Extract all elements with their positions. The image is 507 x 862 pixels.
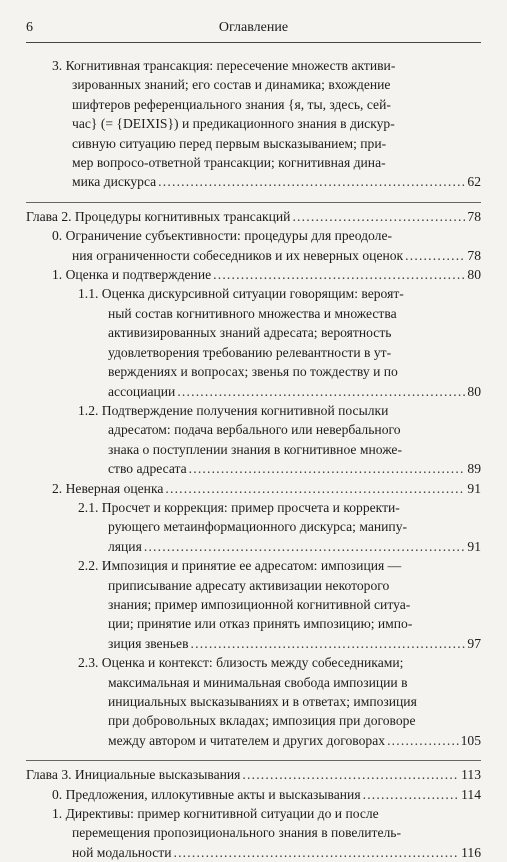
toc-entry-text: зиция звеньев [108,635,189,651]
toc-page-number: 80 [467,267,481,283]
dot-leader [363,785,460,804]
toc-entry-line: перемещения пропозиционального знания в повелитель- [72,825,402,841]
toc-entry-leader-line [78,731,481,750]
toc-page-number: 78 [467,247,481,263]
dot-leader [191,634,466,653]
toc-entry-text: ния ограниченности собеседников и их неверных оценок [72,247,404,263]
dot-leader [387,731,459,750]
dot-leader [165,479,465,498]
toc-entry[interactable] [26,479,481,498]
dot-leader [242,765,459,784]
running-title: Оглавление [218,20,289,35]
toc-entry-line: при добровольных вкладах; импозиция при договоре [108,713,416,729]
toc-entry[interactable] [26,653,481,750]
toc-entry[interactable] [26,804,481,862]
toc-entry-text: мика дискурса [72,174,157,190]
toc-entry-line: верждениях и вопросах; звенья по тождеству и по [108,364,398,380]
toc-entry-leader-line [52,265,481,284]
toc-page-number: 89 [467,461,481,477]
toc-entry-line: активизированных знаний адресата; вероятность [108,325,392,341]
toc-chapter-entry[interactable] [26,207,481,226]
toc-entry-line: рующего метаинформационного дискурса; манипу- [108,519,408,535]
dot-leader [292,207,465,226]
page-number: 6 [26,20,33,35]
toc-entry[interactable] [26,265,481,284]
toc-entry-line: 1. Директивы: пример когнитивной ситуации до и после [52,806,379,822]
table-of-contents [26,56,481,862]
toc-entry-leader-line [26,765,481,784]
toc-entry-text: Глава 3. Инициальные высказывания [26,767,241,783]
toc-entry-text: Глава 2. Процедуры когнитивных трансакций [26,208,291,224]
toc-entry-leader-line [52,246,481,265]
toc-entry-line: знания; пример импозиционной когнитивной ситуа- [108,596,411,612]
toc-page-number: 91 [467,480,481,496]
toc-entry[interactable] [26,226,481,265]
toc-entry-line: 2.2. Импозиция и принятие ее адресатом: импозиция — [78,558,402,574]
chapter-gap [26,192,481,202]
toc-entry-text: 1. Оценка и подтверждение [52,267,212,283]
dot-leader [177,382,465,401]
toc-entry-text: 2. Неверная оценка [52,480,164,496]
toc-page-number: 91 [467,538,481,554]
toc-entry-leader-line [78,382,481,401]
toc-entry-line: 2.3. Оценка и контекст: близость между собеседниками; [78,655,404,671]
running-header [26,20,481,43]
toc-entry-line: сивную ситуацию перед первым высказыванием; при- [72,135,387,151]
dot-leader [173,843,459,862]
dot-leader [189,459,466,478]
toc-entry-line: ции; принятие или отказ принять импозицию; импо- [108,616,413,632]
toc-entry-text: ство адресата [108,461,187,477]
toc-entry-leader-line [26,207,481,226]
dot-leader [158,172,465,191]
toc-entry-line: 0. Ограничение субъективности: процедуры для преодоле- [52,228,393,244]
toc-entry-line: удовлетворения требованию релевантности в ут- [108,344,392,360]
toc-page-number: 114 [461,786,481,802]
toc-entry-leader-line [78,634,481,653]
toc-entry-text: 0. Предложения, иллокутивные акты и высказывания [52,786,361,802]
toc-entry-leader-line [52,785,481,804]
toc-entry-text: ляция [108,538,142,554]
toc-page-number: 105 [460,732,481,748]
toc-entry-line: инициальных высказываниях и в ответах; импозиция [108,694,417,709]
toc-entry-text: ассоциации [108,383,176,399]
toc-entry[interactable] [26,498,481,556]
toc-entry-line: знака о поступлении знания в когнитивное множе- [108,441,402,457]
toc-page-number: 97 [467,635,481,651]
toc-entry-leader-line [52,172,481,191]
dot-leader [405,246,465,265]
toc-entry[interactable] [26,56,481,192]
toc-page-number: 80 [467,383,481,399]
toc-entry[interactable] [26,401,481,479]
toc-chapter-entry[interactable] [26,765,481,784]
toc-entry-line: 1.1. Оценка дискурсивной ситуации говорящим: вероят- [78,286,404,302]
toc-page-number: 78 [467,208,481,224]
toc-entry-leader-line [78,537,481,556]
toc-entry-line: адресатом: подача вербального или невербального [108,422,401,438]
toc-entry-text: ной модальности [72,844,172,860]
toc-entry[interactable] [26,785,481,804]
dot-leader [213,265,465,284]
toc-entry-line: максимальная и минимальная свобода импозиции в [108,674,408,690]
toc-entry[interactable] [26,284,481,400]
toc-page-number: 116 [461,844,481,860]
toc-entry-leader-line [78,459,481,478]
toc-entry-line: 2.1. Просчет и коррекция: пример просчета и корректи- [78,499,400,515]
toc-entry-line: мер вопросо-ответной трансакции; когнитивная дина- [72,155,386,171]
toc-entry-line: ный состав когнитивного множества и множества [108,305,397,321]
toc-entry-line: шифтеров референциального знания {я, ты, здесь, сей- [72,96,391,112]
toc-entry-leader-line [52,843,481,862]
toc-entry-line: 3. Когнитивная трансакция: пересечение множеств активи- [52,58,396,73]
toc-entry[interactable] [26,556,481,653]
chapter-gap [26,750,481,760]
toc-page-number: 62 [467,174,481,190]
toc-entry-line: 1.2. Подтверждение получения когнитивной посылки [78,402,389,418]
toc-entry-line: час} (= {DEIXIS}) и предикационного знания в дискур- [72,116,395,132]
toc-entry-text: между автором и читателем и других договорах [108,732,386,748]
toc-entry-leader-line [52,479,481,498]
dot-leader [144,537,466,556]
toc-entry-line: приписывание адресату активизации некоторого [108,577,390,593]
toc-entry-line: зированных знаний; его состав и динамика; вхождение [72,77,391,93]
toc-page-number: 113 [461,767,481,783]
